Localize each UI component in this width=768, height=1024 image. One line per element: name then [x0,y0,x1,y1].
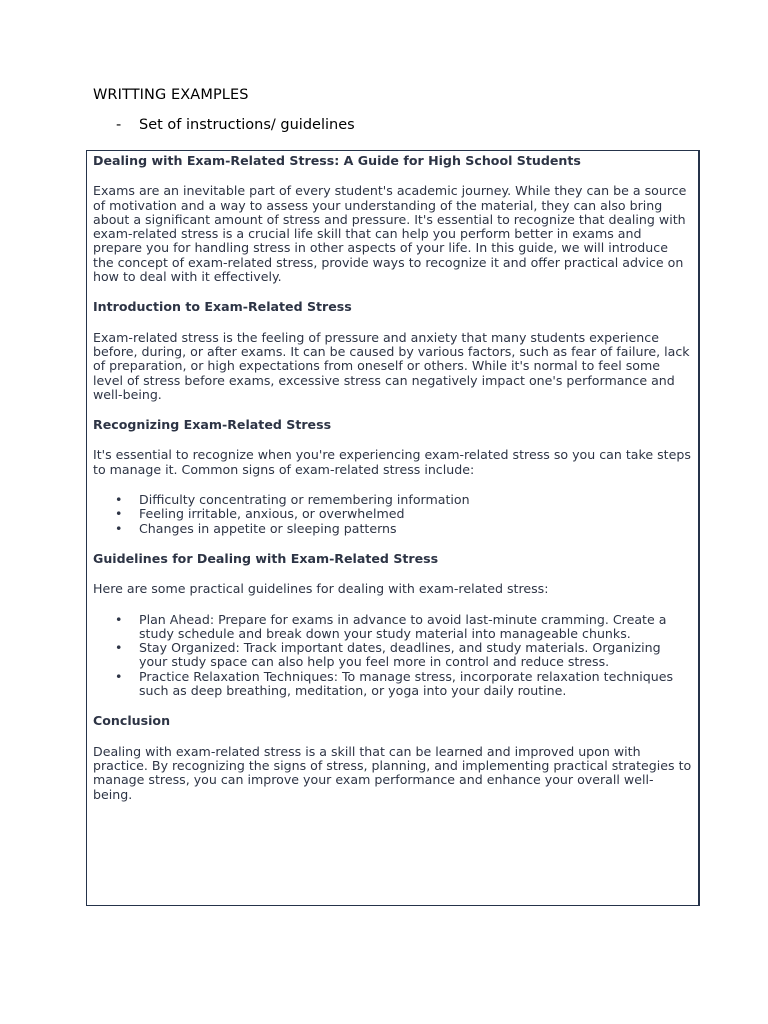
bullet-icon: • [115,506,123,522]
guidelines-list [93,613,692,699]
list-item [93,641,692,670]
list-item-text: Difficulty concentrating or remembering information [139,492,470,508]
bullet-icon: • [115,640,123,656]
list-item [93,493,692,507]
list-item-text: Practice Relaxation Techniques: To manage stress, incorporate relaxation techniques such as deep breathing, meditation, or yoga into your daily routine. [139,668,674,699]
list-item [93,613,692,642]
document-title: Dealing with Exam-Related Stress: A Guide for High School Students [93,153,581,168]
list-item-text: Stay Organized: Track important dates, deadlines, and study materials. Organizing your study space can also help you feel more in control and reduce stress. [139,640,661,670]
list-item-text: Changes in appetite or sleeping patterns [139,520,397,536]
signs-list [93,493,692,536]
bullet-icon: • [115,668,123,684]
section-body-introduction: Exam-related stress is the feeling of pressure and anxiety that many students experience before, during, or after exams. It can be caused by various factors, such as fear of failure, lack of preparation, or high expectations from oneself or others. While it's normal to feel some level of stress before exams, excessive stress can negatively impact one's performance and well-being. [93,329,690,402]
bullet-icon: • [115,492,123,508]
list-item [93,507,692,521]
list-item [93,670,692,699]
document-box [86,150,700,906]
section-heading-introduction: Introduction to Exam-Related Stress [93,299,352,315]
bullet-icon: • [115,520,123,536]
section-heading-guidelines: Guidelines for Dealing with Exam-Related Stress [93,550,439,566]
section-body-recognizing: It's essential to recognize when you're experiencing exam-related stress so you can take steps to manage it. Common signs of exam-related stress include: [93,447,691,477]
section-heading-recognizing: Recognizing Exam-Related Stress [93,417,332,433]
list-item-text: Feeling irritable, anxious, or overwhelmed [139,506,405,522]
intro-paragraph: Exams are an inevitable part of every student's academic journey. While they can be a source of motivation and a way to assess your understanding of the material, they can also bring about a significant amount of stress and pressure. It's essential to recognize that dealing with exam-related stress is a crucial life skill that can help you perform better in exams and prepare you for handling stress in other aspects of your life. In this guide, we will introduce the concept of exam-related stress, provide ways to recognize it and offer practical advice on how to deal with it effectively. [93,183,687,285]
dash-marker: - [116,117,122,133]
list-item-text: Plan Ahead: Prepare for exams in advance to avoid last-minute cramming. Create a study schedule and break down your study material into manageable chunks. [139,611,667,641]
section-body-guidelines: Here are some practical guidelines for dealing with exam-related stress: [93,581,549,597]
bullet-icon: • [115,611,123,627]
sub-list-item-label: Set of instructions/ guidelines [139,117,355,133]
section-heading-conclusion: Conclusion [93,713,171,729]
sub-list-item [116,117,355,133]
page-heading: WRITTING EXAMPLES [93,87,249,103]
list-item [93,522,692,536]
section-body-conclusion: Dealing with exam-related stress is a skill that can be learned and improved upon with practice. By recognizing the signs of stress, planning, and implementing practical strategies to manage stress, you can improve your exam performance and enhance your overall well-being. [93,743,692,802]
